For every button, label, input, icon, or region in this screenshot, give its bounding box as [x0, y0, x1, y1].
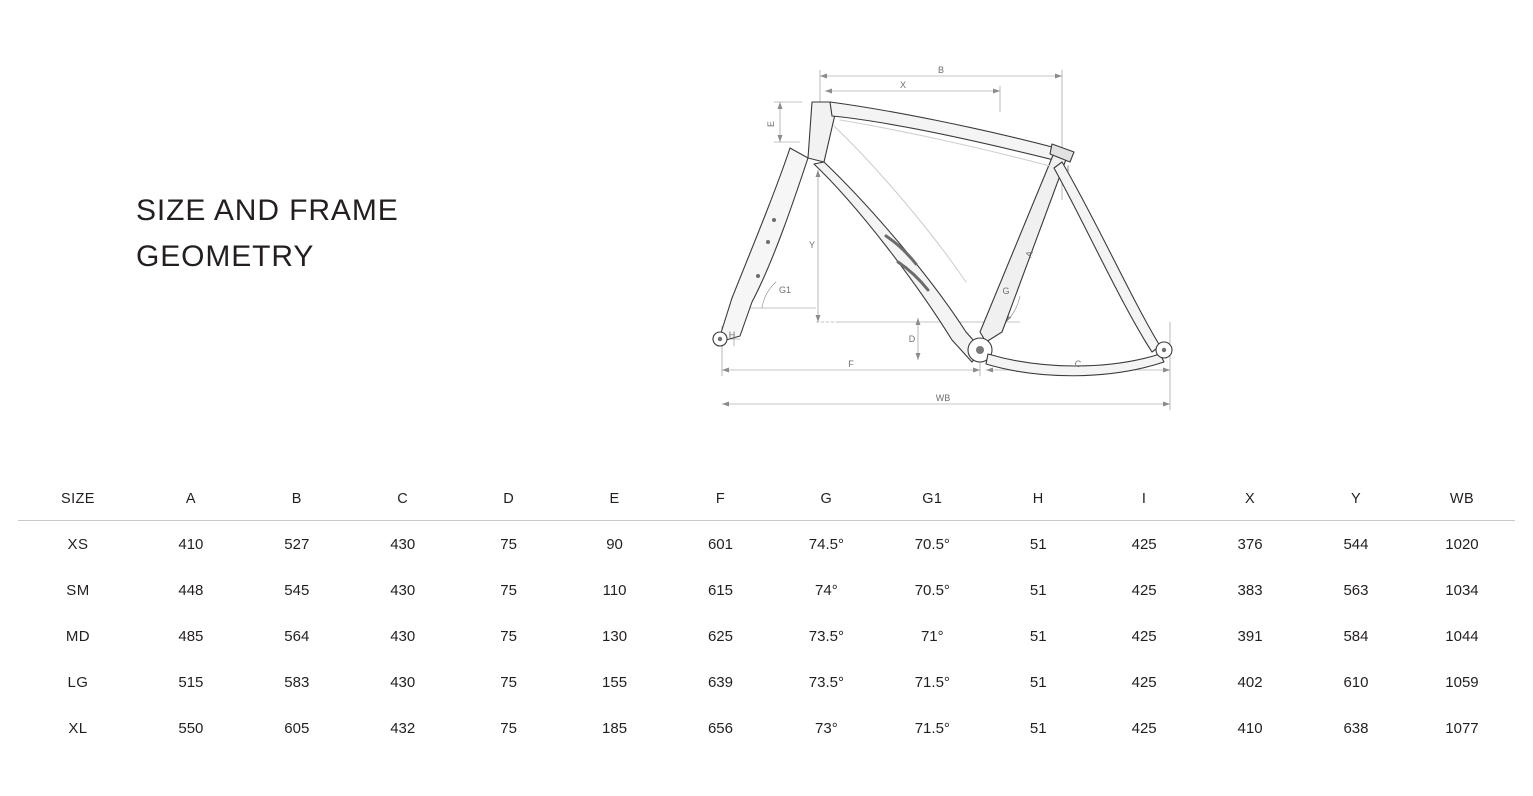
cell-h: 51 — [1029, 719, 1047, 737]
cell-g: 73° — [815, 719, 838, 737]
table-header-row — [18, 478, 1515, 521]
column-header-c: C — [397, 491, 409, 507]
cell-a: 550 — [178, 719, 204, 737]
cell-g: 73.5° — [808, 673, 844, 691]
cell-size: MD — [65, 627, 91, 645]
cell-d: 75 — [500, 581, 517, 599]
column-header-b: B — [291, 491, 302, 507]
cell-h: 51 — [1029, 581, 1047, 599]
geometry-table-head — [18, 478, 1515, 521]
cell-wb: 1077 — [1445, 719, 1479, 737]
cell-y: 544 — [1343, 535, 1369, 553]
cell-x: 391 — [1237, 627, 1263, 645]
cell-a: 448 — [178, 581, 204, 599]
cell-wb: 1044 — [1445, 627, 1479, 645]
cell-f: 625 — [707, 627, 733, 645]
cell-g: 73.5° — [808, 627, 844, 645]
cell-g: 74° — [815, 581, 838, 599]
cell-i: 425 — [1131, 581, 1157, 599]
column-header-g: G — [820, 491, 833, 507]
cell-d: 75 — [500, 627, 517, 645]
cell-g1: 70.5° — [914, 535, 950, 553]
cell-g: 74.5° — [808, 535, 844, 553]
cell-i: 425 — [1131, 673, 1157, 691]
cell-y: 563 — [1343, 581, 1369, 599]
diagram-label-wb: WB — [935, 393, 951, 403]
cell-f: 601 — [707, 535, 733, 553]
diagram-label-g1: G1 — [778, 285, 792, 295]
table-row — [18, 567, 1515, 613]
column-header-f: F — [715, 491, 726, 507]
cell-wb: 1020 — [1445, 535, 1479, 553]
table-row — [18, 705, 1515, 751]
geometry-table — [18, 478, 1515, 751]
page-title-line-2: GEOMETRY — [136, 240, 315, 273]
cell-g1: 71.5° — [914, 719, 950, 737]
cell-g1: 71° — [920, 627, 944, 645]
cell-x: 402 — [1237, 673, 1263, 691]
cell-wb: 1034 — [1445, 581, 1479, 599]
page-title-line-1: SIZE AND FRAME — [136, 194, 399, 227]
table-row — [18, 613, 1515, 659]
cell-c: 430 — [390, 673, 416, 691]
diagram-label-d: D — [908, 334, 916, 344]
cell-a: 485 — [178, 627, 204, 645]
diagram-label-b: B — [937, 65, 945, 75]
column-header-wb: WB — [1449, 491, 1475, 507]
cell-y: 638 — [1343, 719, 1369, 737]
page-title — [136, 188, 556, 280]
cell-size: XL — [68, 719, 88, 737]
diagram-label-h: H — [728, 330, 736, 340]
cell-f: 615 — [707, 581, 733, 599]
cell-a: 515 — [178, 673, 204, 691]
column-header-size: SIZE — [61, 491, 95, 507]
table-row — [18, 659, 1515, 705]
cell-e: 155 — [602, 673, 628, 691]
cell-h: 51 — [1029, 535, 1047, 553]
cell-f: 639 — [707, 673, 733, 691]
column-header-x: X — [1245, 491, 1256, 507]
cell-y: 584 — [1343, 627, 1369, 645]
cell-b: 605 — [284, 719, 310, 737]
cell-x: 410 — [1237, 719, 1263, 737]
cell-i: 425 — [1131, 627, 1157, 645]
frame-geometry-diagram — [690, 50, 1210, 430]
cell-size: XS — [67, 535, 89, 553]
cell-h: 51 — [1029, 627, 1047, 645]
column-header-d: D — [503, 491, 515, 507]
cell-d: 75 — [500, 719, 517, 737]
cell-size: SM — [66, 581, 90, 599]
column-header-y: Y — [1350, 491, 1362, 507]
diagram-label-e: E — [766, 120, 776, 128]
cell-size: LG — [67, 673, 89, 691]
diagram-label-i: I — [1066, 164, 1070, 174]
cell-c: 430 — [390, 535, 416, 553]
cell-x: 383 — [1237, 581, 1263, 599]
cell-i: 425 — [1131, 719, 1157, 737]
diagram-label-g: G — [1002, 286, 1010, 296]
cell-b: 583 — [284, 673, 310, 691]
cell-e: 185 — [602, 719, 628, 737]
diagram-label-x: X — [899, 80, 907, 90]
cell-y: 610 — [1343, 673, 1369, 691]
cell-e: 110 — [602, 581, 627, 599]
cell-c: 430 — [390, 627, 416, 645]
diagram-label-f: F — [848, 359, 854, 369]
column-header-g1: G1 — [922, 491, 943, 507]
cell-f: 656 — [707, 719, 733, 737]
cell-c: 432 — [390, 719, 416, 737]
column-header-e: E — [609, 491, 620, 507]
cell-b: 545 — [284, 581, 310, 599]
cell-h: 51 — [1029, 673, 1047, 691]
table-row — [18, 521, 1515, 568]
cell-a: 410 — [178, 535, 204, 553]
column-header-i: I — [1141, 491, 1147, 507]
column-header-a: A — [185, 491, 196, 507]
cell-g1: 71.5° — [914, 673, 950, 691]
cell-c: 430 — [390, 581, 416, 599]
column-header-h: H — [1032, 491, 1044, 507]
cell-d: 75 — [500, 673, 517, 691]
cell-wb: 1059 — [1445, 673, 1479, 691]
cell-x: 376 — [1237, 535, 1263, 553]
cell-i: 425 — [1131, 535, 1157, 553]
cell-e: 90 — [606, 535, 623, 553]
cell-g1: 70.5° — [914, 581, 950, 599]
diagram-label-a: A — [1023, 249, 1035, 259]
cell-b: 527 — [284, 535, 310, 553]
cell-d: 75 — [500, 535, 517, 553]
cell-e: 130 — [602, 627, 628, 645]
geometry-table-body — [18, 521, 1515, 752]
cell-b: 564 — [284, 627, 310, 645]
diagram-label-c: C — [1074, 359, 1082, 369]
diagram-label-y: Y — [808, 240, 816, 250]
